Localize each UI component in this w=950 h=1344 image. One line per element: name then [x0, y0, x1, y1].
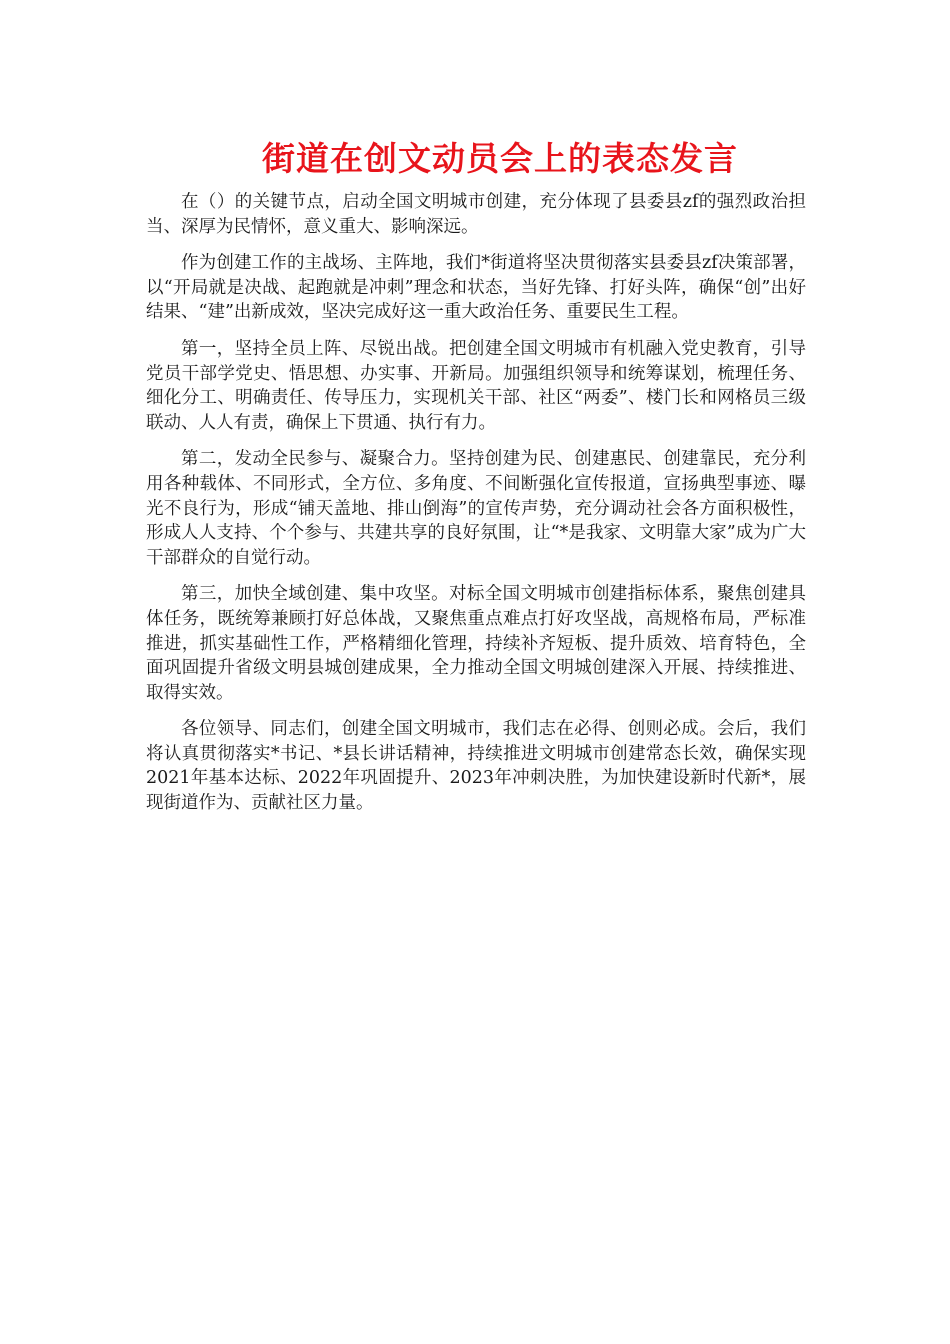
- paragraph-3: 第一，坚持全员上阵、尽锐出战。把创建全国文明城市有机融入党史教育，引导党员干部学党史、悟思想、办实事、开新局。加强组织领导和统筹谋划，梳理任务、细化分工、明确责任、传导压力，实现机关干部、社区“两委”、楼门长和网格员三级联动、人人有责，确保上下贯通、执行有力。: [146, 338, 806, 433]
- paragraph-5: 第三，加快全域创建、集中攻坚。对标全国文明城市创建指标体系，聚焦创建具体任务，既统筹兼顾打好总体战，又聚焦重点难点打好攻坚战，高规格布局，严标准推进，抓实基础性工作，严格精细化管理，持续补齐短板、提升质效、培育特色，全面巩固提升省级文明县城创建成果，全力推动全国文明城创建深入开展、持续推进、取得实效。: [146, 584, 806, 703]
- paragraph-6: 各位领导、同志们，创建全国文明城市，我们志在必得、创则必成。会后，我们将认真贯彻落实*书记、*县长讲话精神，持续推进文明城市创建常态长效，确保实现2021年基本达标、2022年巩固提升、2023年冲刺决胜，为加快建设新时代新*，展现街道作为、贡献社区力量。: [146, 719, 806, 814]
- paragraph-4: 第二，发动全民参与、凝聚合力。坚持创建为民、创建惠民、创建靠民，充分利用各种载体、不同形式，全方位、多角度、不间断强化宣传报道，宣扬典型事迹、曝光不良行为，形成“铺天盖地、排山倒海”的宣传声势，充分调动社会各方面积极性，形成人人支持、个个参与、共建共享的良好氛围，让“*是我家、文明靠大家”成为广大干部群众的自觉行动。: [146, 449, 806, 568]
- paragraph-1: 在（）的关键节点，启动全国文明城市创建，充分体现了县委县zf的强烈政治担当、深厚为民情怀，意义重大、影响深远。: [146, 192, 806, 237]
- document-title: 街道在创文动员会上的表态发言: [262, 139, 738, 178]
- paragraph-2: 作为创建工作的主战场、主阵地，我们*街道将坚决贯彻落实县委县zf决策部署，以“开局就是决战、起跑就是冲刺”理念和状态，当好先锋、打好头阵，确保“创”出好结果、“建”出新成效，坚决完成好这一重大政治任务、重要民生工程。: [146, 253, 806, 323]
- document-body: [146, 190, 806, 828]
